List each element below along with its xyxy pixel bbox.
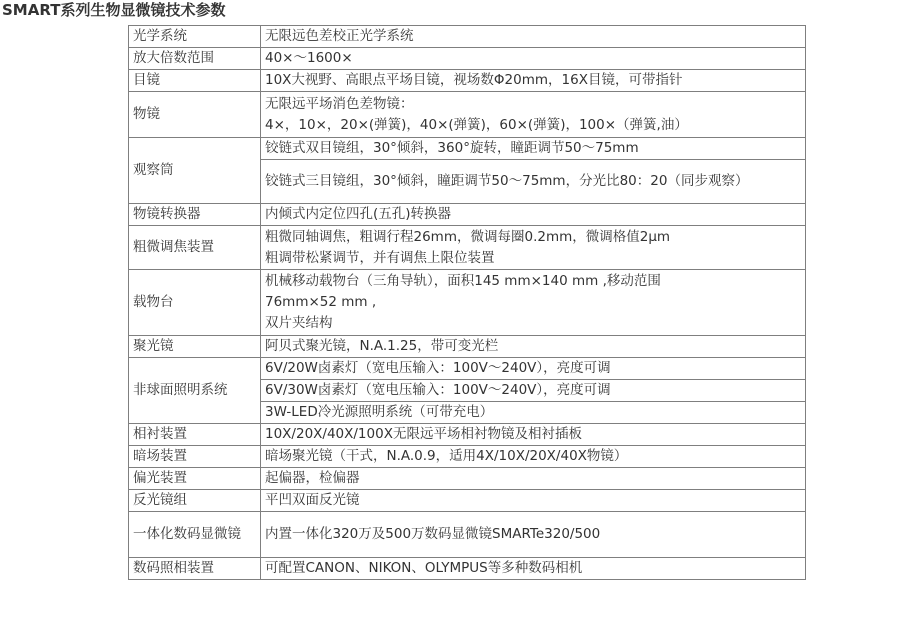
- row-label: 暗场装置: [129, 446, 261, 468]
- row-value: 阿贝式聚光镜，N.A.1.25，带可变光栏: [261, 336, 806, 358]
- table-row: [129, 424, 806, 446]
- row-value: [261, 226, 806, 270]
- row-value-line: 机械移动载物台（三角导轨），面积145 mm×140 mm ,移动范围76mm×52 mm ,: [265, 273, 661, 310]
- table-row: [129, 358, 806, 380]
- row-label: 数码照相装置: [129, 558, 261, 580]
- row-value: [261, 92, 806, 138]
- row-value: 内倾式内定位四孔(五孔)转换器: [261, 204, 806, 226]
- table-row: [129, 270, 806, 336]
- table-row: [129, 490, 806, 512]
- row-label: [129, 512, 261, 558]
- row-value: 可配置CANON、NIKON、OLYMPUS等多种数码相机: [261, 558, 806, 580]
- row-label: 聚光镜: [129, 336, 261, 358]
- row-label: 粗微调焦装置: [129, 226, 261, 270]
- table-row: [129, 512, 806, 558]
- table-row: [129, 138, 806, 160]
- row-value-line: 双片夹结构: [265, 315, 333, 331]
- row-label: 物镜转换器: [129, 204, 261, 226]
- row-label: 载物台: [129, 270, 261, 336]
- row-label: 偏光装置: [129, 468, 261, 490]
- row-label-text: 一体化数码显微镜: [133, 526, 241, 542]
- table-row: [129, 468, 806, 490]
- row-label: 物镜: [129, 92, 261, 138]
- table-row: [129, 446, 806, 468]
- row-value: [261, 160, 806, 204]
- row-label: 相衬装置: [129, 424, 261, 446]
- row-label: 放大倍数范围: [129, 48, 261, 70]
- row-label: 观察筒: [129, 138, 261, 204]
- row-value: 10X/20X/40X/100X无限远平场相衬物镜及相衬插板: [261, 424, 806, 446]
- row-label: 反光镜组: [129, 490, 261, 512]
- table-row: [129, 70, 806, 92]
- row-value: 无限远色差校正光学系统: [261, 26, 806, 48]
- row-value: 内置一体化320万及500万数码显微镜SMARTe320/500: [261, 512, 806, 558]
- row-value-line: 4×，10×，20×(弹簧)，40×(弹簧)，60×(弹簧)，100×（弹簧,油）: [265, 116, 688, 133]
- table-row: [129, 26, 806, 48]
- row-value: 40×～1600×: [261, 48, 806, 70]
- row-label: 光学系统: [129, 26, 261, 48]
- row-value-line: 粗微同轴调焦，粗调行程26mm，微调每圈0.2mm，微调格值2μm: [265, 228, 671, 245]
- row-value-line: 粗调带松紧调节，并有调焦上限位装置: [265, 249, 495, 266]
- row-value: 暗场聚光镜（干式，N.A.0.9，适用4X/10X/20X/40X物镜）: [261, 446, 806, 468]
- row-value-line: 无限远平场消色差物镜：: [265, 95, 414, 112]
- row-value-line: 铰链式三目镜组，30°倾斜，瞳距调节50～75mm，分光比80：20（同步观察）: [265, 173, 749, 189]
- page-title: SMART系列生物显微镜技术参数: [2, 1, 226, 19]
- row-value: 6V/20W卤素灯（宽电压输入：100V～240V），亮度可调: [261, 358, 806, 380]
- row-label: 非球面照明系统: [129, 358, 261, 424]
- table-row: [129, 48, 806, 70]
- row-label: 目镜: [129, 70, 261, 92]
- row-value: 6V/30W卤素灯（宽电压输入：100V～240V），亮度可调: [261, 380, 806, 402]
- row-value: 起偏器，检偏器: [261, 468, 806, 490]
- table-row: [129, 558, 806, 580]
- row-value: [261, 270, 806, 336]
- table-row: [129, 204, 806, 226]
- row-value: 3W-LED冷光源照明系统（可带充电）: [261, 402, 806, 424]
- row-value: 平凹双面反光镜: [261, 490, 806, 512]
- row-value: 10X大视野、高眼点平场目镜，视场数Φ20mm，16X目镜，可带指针: [261, 70, 806, 92]
- table-row: [129, 92, 806, 138]
- row-value: 铰链式双目镜组，30°倾斜，360°旋转，瞳距调节50～75mm: [261, 138, 806, 160]
- table-row: [129, 226, 806, 270]
- spec-table: [128, 25, 806, 580]
- table-row: [129, 336, 806, 358]
